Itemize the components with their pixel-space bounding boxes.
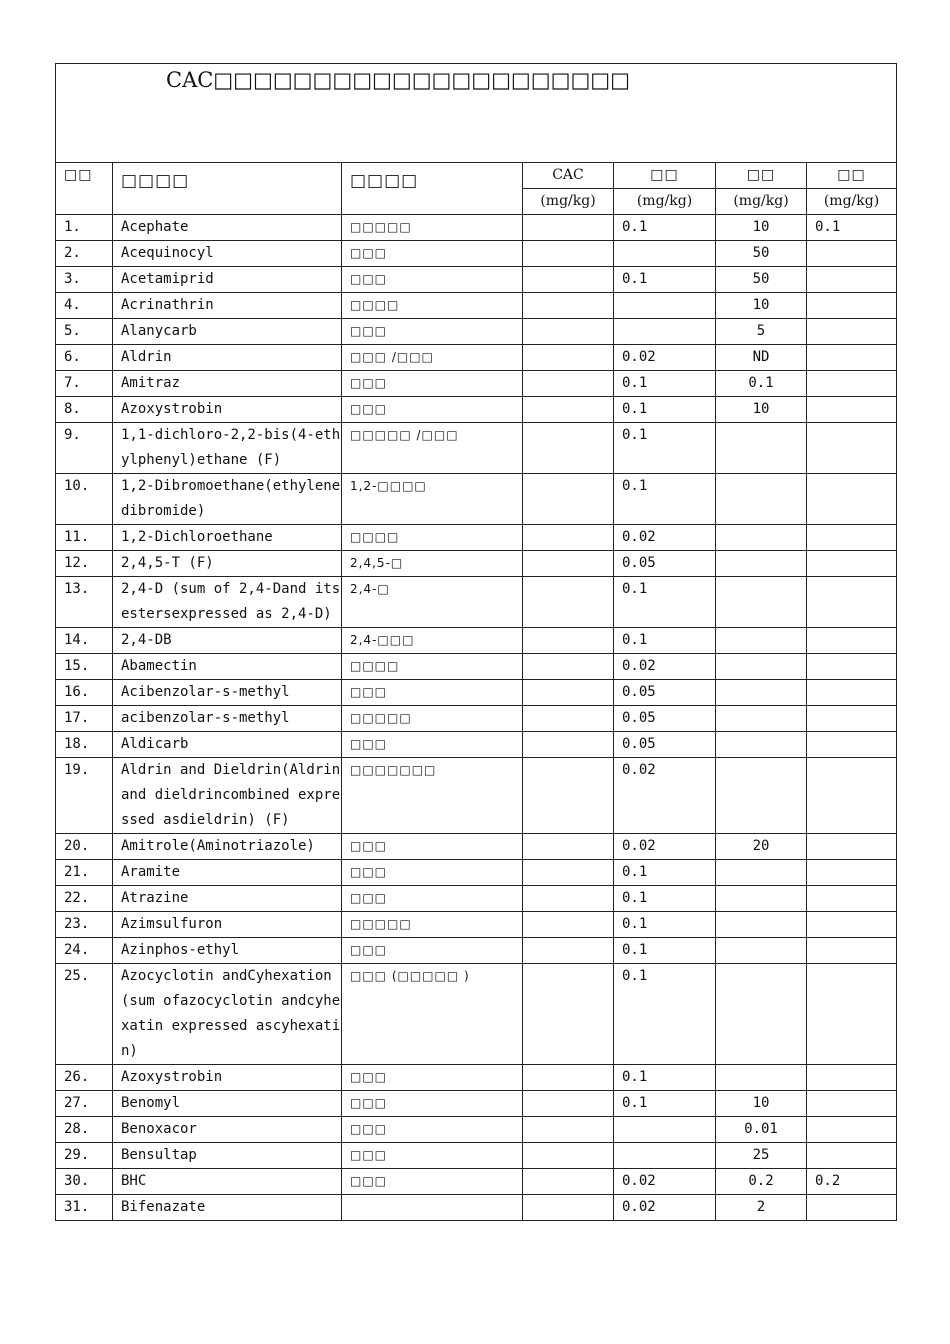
cell-no: 2. (56, 241, 113, 267)
cell-english-name: Azinphos-ethyl (113, 938, 342, 964)
cell-limit-a: 0.02 (614, 1195, 716, 1221)
table-row (56, 834, 897, 860)
cell-cac-limit (523, 551, 614, 577)
unit-cac: (mg/kg) (523, 189, 614, 215)
cell-english-name: Acrinathrin (113, 293, 342, 319)
cell-no: 6. (56, 345, 113, 371)
cell-limit-b (716, 912, 807, 938)
cell-no: 9. (56, 423, 113, 474)
cell-limit-c (807, 241, 897, 267)
cell-limit-a (614, 293, 716, 319)
cell-chinese-name: □□□□ (342, 654, 523, 680)
table-row (56, 964, 897, 1065)
header-english-name: □□□□ (113, 163, 342, 215)
cell-chinese-name: 2,4-□□□ (342, 628, 523, 654)
cell-english-name: 1,2-Dibromoethane(ethylene dibromide) (113, 474, 342, 525)
cell-limit-a: 0.1 (614, 1065, 716, 1091)
cell-english-name: Aramite (113, 860, 342, 886)
cell-limit-b (716, 423, 807, 474)
cell-limit-a: 0.05 (614, 551, 716, 577)
table-row (56, 628, 897, 654)
cell-limit-b: 25 (716, 1143, 807, 1169)
cell-chinese-name: □□□□□ /□□□ (342, 423, 523, 474)
cell-no: 17. (56, 706, 113, 732)
cell-limit-b (716, 551, 807, 577)
cell-limit-b: 10 (716, 215, 807, 241)
cell-english-name: Azoxystrobin (113, 1065, 342, 1091)
cell-no: 12. (56, 551, 113, 577)
cell-chinese-name: □□□ (342, 680, 523, 706)
unit-col-c: (mg/kg) (807, 189, 897, 215)
cell-limit-a: 0.02 (614, 654, 716, 680)
header-chinese-name: □□□□ (342, 163, 523, 215)
cell-limit-c (807, 680, 897, 706)
cell-limit-c (807, 834, 897, 860)
cell-limit-b (716, 577, 807, 628)
cell-cac-limit (523, 1065, 614, 1091)
cell-no: 19. (56, 758, 113, 834)
cell-limit-a: 0.1 (614, 577, 716, 628)
cell-cac-limit (523, 267, 614, 293)
cell-limit-b: 0.2 (716, 1169, 807, 1195)
cell-english-name: Acequinocyl (113, 241, 342, 267)
cell-chinese-name: □□□□ (342, 525, 523, 551)
table-row (56, 732, 897, 758)
cell-english-name: 2,4-DB (113, 628, 342, 654)
table-row (56, 654, 897, 680)
cell-no: 7. (56, 371, 113, 397)
table-row (56, 1169, 897, 1195)
cell-limit-c (807, 912, 897, 938)
cell-limit-a: 0.1 (614, 397, 716, 423)
cell-no: 14. (56, 628, 113, 654)
table-row (56, 345, 897, 371)
cell-chinese-name: □□□ (342, 1065, 523, 1091)
table-row (56, 1091, 897, 1117)
cell-english-name: Amitraz (113, 371, 342, 397)
cell-limit-b: 10 (716, 293, 807, 319)
table-row (56, 319, 897, 345)
cell-chinese-name: □□□ (342, 1143, 523, 1169)
header-cac: CAC (523, 163, 614, 189)
table-row (56, 938, 897, 964)
cell-limit-b (716, 860, 807, 886)
cell-cac-limit (523, 293, 614, 319)
cell-limit-c (807, 397, 897, 423)
cell-limit-c: 0.2 (807, 1169, 897, 1195)
cell-limit-c (807, 371, 897, 397)
cell-limit-b: 20 (716, 834, 807, 860)
cell-limit-a: 0.1 (614, 628, 716, 654)
cell-chinese-name: □□□ (342, 267, 523, 293)
cell-limit-b: 0.01 (716, 1117, 807, 1143)
cell-chinese-name: □□□ /□□□ (342, 345, 523, 371)
cell-limit-a: 0.02 (614, 1169, 716, 1195)
cell-chinese-name: □□□□□□□ (342, 758, 523, 834)
table-row (56, 860, 897, 886)
cell-limit-b: 10 (716, 1091, 807, 1117)
cell-english-name: 2,4-D (sum of 2,4-Dand its estersexpressed as 2,4-D) (113, 577, 342, 628)
cell-no: 30. (56, 1169, 113, 1195)
cell-cac-limit (523, 886, 614, 912)
cell-limit-a: 0.02 (614, 525, 716, 551)
cell-cac-limit (523, 964, 614, 1065)
table-row (56, 551, 897, 577)
cell-english-name: Bifenazate (113, 1195, 342, 1221)
cell-chinese-name: 1,2-□□□□ (342, 474, 523, 525)
cell-cac-limit (523, 912, 614, 938)
cell-limit-b (716, 654, 807, 680)
cell-limit-a: 0.02 (614, 345, 716, 371)
cell-limit-c (807, 423, 897, 474)
cell-no: 28. (56, 1117, 113, 1143)
cell-limit-b (716, 474, 807, 525)
cell-cac-limit (523, 938, 614, 964)
cell-english-name: Acetamiprid (113, 267, 342, 293)
header-row-1 (56, 163, 897, 189)
cell-chinese-name: □□□ (342, 732, 523, 758)
cell-cac-limit (523, 1117, 614, 1143)
cell-limit-c (807, 628, 897, 654)
cell-limit-b (716, 706, 807, 732)
cell-english-name: Benomyl (113, 1091, 342, 1117)
cell-english-name: Atrazine (113, 886, 342, 912)
cell-limit-b (716, 525, 807, 551)
table-row (56, 241, 897, 267)
table-row (56, 1143, 897, 1169)
cell-chinese-name: □□□□□ (342, 912, 523, 938)
cell-limit-b: ND (716, 345, 807, 371)
cell-english-name: Azoxystrobin (113, 397, 342, 423)
cell-limit-b: 0.1 (716, 371, 807, 397)
table-row (56, 371, 897, 397)
cell-limit-c (807, 654, 897, 680)
cell-cac-limit (523, 577, 614, 628)
cell-chinese-name: □□□□□ (342, 215, 523, 241)
table-row (56, 758, 897, 834)
cell-cac-limit (523, 680, 614, 706)
cell-chinese-name: □□□ (342, 834, 523, 860)
cell-limit-c (807, 886, 897, 912)
table-row (56, 886, 897, 912)
cell-limit-c (807, 964, 897, 1065)
cell-cac-limit (523, 758, 614, 834)
cell-cac-limit (523, 628, 614, 654)
cell-no: 8. (56, 397, 113, 423)
cell-chinese-name: □□□ (342, 860, 523, 886)
cell-english-name: 1,2-Dichloroethane (113, 525, 342, 551)
cell-limit-c (807, 1065, 897, 1091)
cell-no: 11. (56, 525, 113, 551)
cell-cac-limit (523, 860, 614, 886)
cell-english-name: Aldrin and Dieldrin(Aldrin and dieldrincombined expressed asdieldrin) (F) (113, 758, 342, 834)
cell-limit-c (807, 732, 897, 758)
cell-chinese-name: □□□ (342, 886, 523, 912)
cell-cac-limit (523, 241, 614, 267)
cell-limit-a: 0.1 (614, 886, 716, 912)
cell-limit-b (716, 732, 807, 758)
cell-limit-a: 0.1 (614, 371, 716, 397)
cell-chinese-name: □□□ (342, 938, 523, 964)
cell-limit-a: 0.05 (614, 706, 716, 732)
table-row (56, 423, 897, 474)
table-row (56, 474, 897, 525)
cell-cac-limit (523, 654, 614, 680)
cell-cac-limit (523, 1169, 614, 1195)
cell-limit-b: 2 (716, 1195, 807, 1221)
cell-limit-c (807, 860, 897, 886)
cell-limit-a: 0.1 (614, 912, 716, 938)
page-title: CAC□□□□□□□□□□□□□□□□□□□□□ (166, 68, 630, 92)
cell-cac-limit (523, 215, 614, 241)
cell-no: 27. (56, 1091, 113, 1117)
cell-chinese-name: 2,4,5-□ (342, 551, 523, 577)
cell-limit-c (807, 706, 897, 732)
cell-cac-limit (523, 1195, 614, 1221)
cell-english-name: BHC (113, 1169, 342, 1195)
cell-limit-a: 0.1 (614, 423, 716, 474)
cell-cac-limit (523, 1143, 614, 1169)
cell-cac-limit (523, 706, 614, 732)
cell-chinese-name: □□□□□ (342, 706, 523, 732)
cell-limit-a: 0.1 (614, 964, 716, 1065)
cell-english-name: 2,4,5-T (F) (113, 551, 342, 577)
cell-limit-c (807, 577, 897, 628)
cell-limit-a (614, 1117, 716, 1143)
table-row (56, 1117, 897, 1143)
cell-english-name: Acephate (113, 215, 342, 241)
cell-limit-a: 0.05 (614, 680, 716, 706)
cell-english-name: Benoxacor (113, 1117, 342, 1143)
cell-cac-limit (523, 732, 614, 758)
cell-cac-limit (523, 525, 614, 551)
cell-cac-limit (523, 371, 614, 397)
cell-no: 22. (56, 886, 113, 912)
cell-limit-b: 10 (716, 397, 807, 423)
cell-english-name: Abamectin (113, 654, 342, 680)
table-row (56, 267, 897, 293)
cell-limit-c (807, 938, 897, 964)
cell-limit-a: 0.1 (614, 1091, 716, 1117)
title-cell (56, 64, 897, 163)
cell-no: 4. (56, 293, 113, 319)
cell-limit-c (807, 293, 897, 319)
cell-chinese-name: □□□ (342, 1091, 523, 1117)
cell-no: 15. (56, 654, 113, 680)
cell-limit-b: 5 (716, 319, 807, 345)
cell-limit-a (614, 241, 716, 267)
cell-chinese-name: □□□ (342, 319, 523, 345)
cell-limit-b (716, 680, 807, 706)
cell-no: 5. (56, 319, 113, 345)
cell-limit-c (807, 319, 897, 345)
cell-chinese-name: □□□ (342, 371, 523, 397)
cell-cac-limit (523, 834, 614, 860)
cell-cac-limit (523, 474, 614, 525)
cell-no: 1. (56, 215, 113, 241)
cell-chinese-name: □□□ (342, 241, 523, 267)
cell-no: 26. (56, 1065, 113, 1091)
cell-limit-a: 0.1 (614, 267, 716, 293)
cell-no: 3. (56, 267, 113, 293)
cell-no: 31. (56, 1195, 113, 1221)
cell-no: 29. (56, 1143, 113, 1169)
table-row (56, 912, 897, 938)
cell-english-name: Azocyclotin andCyhexation(sum ofazocyclotin andcyhexatin expressed ascyhexatin) (113, 964, 342, 1065)
cell-limit-a: 0.05 (614, 732, 716, 758)
header-col-b: □□ (716, 163, 807, 189)
cell-chinese-name (342, 1195, 523, 1221)
cell-limit-a: 0.1 (614, 215, 716, 241)
document-sheet (55, 63, 896, 1221)
cell-english-name: Acibenzolar-s-methyl (113, 680, 342, 706)
cell-limit-a: 0.02 (614, 758, 716, 834)
header-col-c: □□ (807, 163, 897, 189)
cell-limit-b (716, 628, 807, 654)
cell-chinese-name: □□□ (342, 1117, 523, 1143)
cell-english-name: Aldrin (113, 345, 342, 371)
table-row (56, 1065, 897, 1091)
cell-no: 23. (56, 912, 113, 938)
cell-limit-a (614, 319, 716, 345)
cell-limit-c (807, 345, 897, 371)
cell-limit-c (807, 474, 897, 525)
cell-no: 20. (56, 834, 113, 860)
unit-col-b: (mg/kg) (716, 189, 807, 215)
cell-english-name: Azimsulfuron (113, 912, 342, 938)
cell-limit-c (807, 1091, 897, 1117)
cell-limit-c (807, 758, 897, 834)
cell-limit-b: 50 (716, 267, 807, 293)
table-row (56, 293, 897, 319)
cell-limit-c (807, 1117, 897, 1143)
cell-limit-b (716, 938, 807, 964)
table-row (56, 680, 897, 706)
cell-english-name: Aldicarb (113, 732, 342, 758)
cell-chinese-name: □□□ (□□□□□ ) (342, 964, 523, 1065)
cell-chinese-name: □□□ (342, 397, 523, 423)
cell-limit-b (716, 964, 807, 1065)
cell-no: 25. (56, 964, 113, 1065)
unit-col-a: (mg/kg) (614, 189, 716, 215)
cell-english-name: Alanycarb (113, 319, 342, 345)
mrl-table (55, 63, 897, 1221)
cell-no: 24. (56, 938, 113, 964)
cell-limit-b (716, 886, 807, 912)
cell-limit-c (807, 267, 897, 293)
cell-cac-limit (523, 397, 614, 423)
table-row (56, 1195, 897, 1221)
cell-no: 21. (56, 860, 113, 886)
cell-no: 13. (56, 577, 113, 628)
cell-chinese-name: □□□ (342, 1169, 523, 1195)
cell-cac-limit (523, 319, 614, 345)
title-row (56, 64, 897, 163)
cell-limit-c: 0.1 (807, 215, 897, 241)
cell-limit-a: 0.1 (614, 860, 716, 886)
table-row (56, 577, 897, 628)
cell-cac-limit (523, 423, 614, 474)
cell-chinese-name: 2,4-□ (342, 577, 523, 628)
cell-limit-a (614, 1143, 716, 1169)
table-row (56, 215, 897, 241)
table-row (56, 525, 897, 551)
cell-no: 16. (56, 680, 113, 706)
cell-limit-c (807, 551, 897, 577)
cell-limit-a: 0.02 (614, 834, 716, 860)
cell-limit-b (716, 758, 807, 834)
cell-english-name: Amitrole(Aminotriazole) (113, 834, 342, 860)
cell-english-name: acibenzolar-s-methyl (113, 706, 342, 732)
cell-chinese-name: □□□□ (342, 293, 523, 319)
cell-english-name: 1,1-dichloro-2,2-bis(4-ethylphenyl)ethane (F) (113, 423, 342, 474)
cell-limit-a: 0.1 (614, 474, 716, 525)
cell-limit-c (807, 1143, 897, 1169)
cell-limit-c (807, 1195, 897, 1221)
cell-cac-limit (523, 345, 614, 371)
table-row (56, 706, 897, 732)
cell-no: 10. (56, 474, 113, 525)
cell-no: 18. (56, 732, 113, 758)
header-col-a: □□ (614, 163, 716, 189)
cell-cac-limit (523, 1091, 614, 1117)
cell-limit-b: 50 (716, 241, 807, 267)
cell-limit-b (716, 1065, 807, 1091)
cell-limit-a: 0.1 (614, 938, 716, 964)
cell-english-name: Bensultap (113, 1143, 342, 1169)
cell-limit-c (807, 525, 897, 551)
table-row (56, 397, 897, 423)
header-no: □□ (56, 163, 113, 215)
